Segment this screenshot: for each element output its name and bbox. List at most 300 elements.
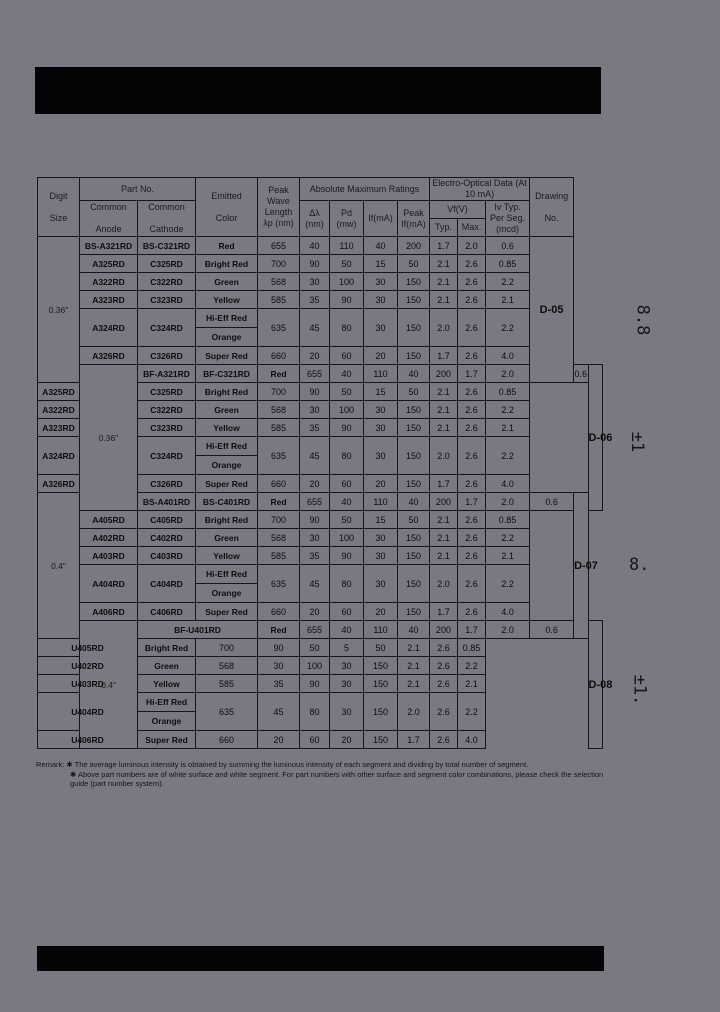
abs-max-header: Absolute Maximum Ratings bbox=[300, 178, 430, 201]
delta-lambda-header: Δλ (nm) bbox=[300, 201, 330, 237]
typ-cell: 2.1 bbox=[398, 675, 430, 693]
max-cell: 2.6 bbox=[458, 419, 486, 437]
max-cell: 2.6 bbox=[458, 511, 486, 529]
peak-if-header: Peak If(mA) bbox=[398, 201, 430, 237]
pd-cell: 50 bbox=[300, 639, 330, 657]
pd-cell: 80 bbox=[330, 309, 364, 347]
anode-part-cell: A403RD bbox=[80, 547, 138, 565]
if-cell: 40 bbox=[364, 237, 398, 255]
if-cell: 40 bbox=[398, 621, 430, 639]
dl-cell: 45 bbox=[300, 565, 330, 603]
if-cell: 30 bbox=[364, 273, 398, 291]
cathode-part-cell: C402RD bbox=[138, 529, 196, 547]
max-cell: 2.0 bbox=[486, 365, 530, 383]
color-line: Orange bbox=[196, 455, 257, 474]
display-d05-icon: 8.8 bbox=[632, 304, 653, 336]
table-row bbox=[38, 639, 603, 657]
wave-cell: 568 bbox=[258, 529, 300, 547]
anode-part-cell: A405RD bbox=[80, 511, 138, 529]
anode-part-cell: A322RD bbox=[80, 273, 138, 291]
emitted-color-cell: Red bbox=[196, 237, 258, 255]
if-cell: 30 bbox=[364, 291, 398, 309]
iv-cell: 2.2 bbox=[458, 657, 486, 675]
common-anode-header: Common Anode bbox=[80, 201, 138, 237]
iv-cell: 2.2 bbox=[458, 693, 486, 731]
wave-cell: 700 bbox=[258, 383, 300, 401]
display-d06-icon: ±1 bbox=[627, 431, 648, 453]
anode-part-cell: A323RD bbox=[38, 419, 80, 437]
typ-cell: 2.0 bbox=[398, 693, 430, 731]
if-cell: 30 bbox=[364, 401, 398, 419]
pd-cell: 90 bbox=[330, 419, 364, 437]
digit-size-cell: 0.36" bbox=[38, 237, 80, 383]
drawing-no-cell: D-07 bbox=[574, 493, 588, 639]
peak-cell: 150 bbox=[398, 547, 430, 565]
anode-part-cell: BS-A321RD bbox=[80, 237, 138, 255]
pd-cell: 90 bbox=[300, 675, 330, 693]
anode-part-cell: A404RD bbox=[80, 565, 138, 603]
if-header: If(mA) bbox=[364, 201, 398, 237]
anode-part-cell: BF-A321RD bbox=[138, 365, 196, 383]
typ-cell: 1.7 bbox=[458, 621, 486, 639]
max-cell: 2.6 bbox=[458, 347, 486, 365]
emitted-color-cell: Super Red bbox=[196, 347, 258, 365]
iv-cell: 4.0 bbox=[486, 603, 530, 621]
dl-cell: 45 bbox=[258, 693, 300, 731]
table-row bbox=[38, 731, 603, 749]
peak-cell: 150 bbox=[398, 347, 430, 365]
if-cell: 20 bbox=[364, 347, 398, 365]
pd-cell: 80 bbox=[330, 437, 364, 475]
cathode-part-cell: BS-C401RD bbox=[196, 493, 258, 511]
typ-cell: 2.1 bbox=[430, 401, 458, 419]
iv-cell: 0.85 bbox=[486, 383, 530, 401]
drawing-no-cell: D-05 bbox=[530, 237, 574, 383]
if-cell: 20 bbox=[330, 731, 364, 749]
wave-cell: 660 bbox=[258, 347, 300, 365]
vf-header: Vf(V) bbox=[430, 201, 486, 219]
dl-cell: 90 bbox=[300, 255, 330, 273]
wave-cell: 635 bbox=[196, 693, 258, 731]
typ-cell: 2.0 bbox=[430, 437, 458, 475]
header-band bbox=[35, 67, 601, 114]
iv-cell: 2.2 bbox=[486, 273, 530, 291]
display-d07-icon: 8. bbox=[629, 555, 650, 575]
typ-cell: 1.7 bbox=[430, 475, 458, 493]
typ-cell: 2.1 bbox=[430, 529, 458, 547]
emitted-color-cell: Super Red bbox=[196, 603, 258, 621]
table-row bbox=[38, 365, 603, 383]
dl-cell: 30 bbox=[300, 529, 330, 547]
peak-cell: 50 bbox=[364, 639, 398, 657]
anode-part-cell: A326RD bbox=[80, 347, 138, 365]
typ-cell: 1.7 bbox=[430, 237, 458, 255]
emitted-color-cell bbox=[196, 437, 258, 475]
typ-cell: 2.1 bbox=[398, 639, 430, 657]
if-cell: 30 bbox=[364, 547, 398, 565]
cathode-part-cell: C405RD bbox=[138, 511, 196, 529]
iv-header: Iv Typ. Per Seg. (mcd) bbox=[486, 201, 530, 237]
peak-cell: 200 bbox=[398, 237, 430, 255]
typ-cell: 2.1 bbox=[430, 547, 458, 565]
dl-cell: 30 bbox=[300, 401, 330, 419]
emitted-color-cell: Yellow bbox=[138, 675, 196, 693]
wave-cell: 568 bbox=[258, 401, 300, 419]
typ-cell: 1.7 bbox=[458, 493, 486, 511]
part-no-header: Part No. bbox=[80, 178, 196, 201]
max-cell: 2.6 bbox=[458, 603, 486, 621]
peak-cell: 50 bbox=[398, 255, 430, 273]
dl-cell: 90 bbox=[300, 511, 330, 529]
table-row bbox=[38, 309, 603, 347]
cathode-part-cell: C322RD bbox=[138, 273, 196, 291]
emitted-color-cell bbox=[138, 693, 196, 731]
cathode-part-cell: BS-C321RD bbox=[138, 237, 196, 255]
peak-wave-header: Peak Wave Length λp (nm) bbox=[258, 178, 300, 237]
peak-cell: 150 bbox=[398, 529, 430, 547]
anode-part-cell: BS-A401RD bbox=[138, 493, 196, 511]
iv-cell: 2.2 bbox=[486, 437, 530, 475]
pd-cell: 60 bbox=[330, 603, 364, 621]
dl-cell: 35 bbox=[258, 675, 300, 693]
max-cell: 2.6 bbox=[430, 693, 458, 731]
cathode-part-cell: C323RD bbox=[138, 291, 196, 309]
iv-cell: 2.1 bbox=[486, 547, 530, 565]
dl-cell: 90 bbox=[300, 383, 330, 401]
table-row bbox=[38, 657, 603, 675]
iv-cell: 4.0 bbox=[458, 731, 486, 749]
peak-cell: 150 bbox=[398, 309, 430, 347]
table-row bbox=[38, 547, 603, 565]
wave-cell: 660 bbox=[196, 731, 258, 749]
table-row bbox=[38, 347, 603, 365]
if-cell: 5 bbox=[330, 639, 364, 657]
pd-cell: 110 bbox=[364, 621, 398, 639]
anode-part-cell: A406RD bbox=[80, 603, 138, 621]
if-cell: 30 bbox=[330, 675, 364, 693]
peak-cell: 150 bbox=[398, 565, 430, 603]
emitted-color-cell: Super Red bbox=[196, 475, 258, 493]
dl-cell: 20 bbox=[300, 347, 330, 365]
wave-cell: 700 bbox=[258, 511, 300, 529]
peak-cell: 150 bbox=[398, 419, 430, 437]
dl-cell: 40 bbox=[330, 621, 364, 639]
max-cell: 2.6 bbox=[458, 547, 486, 565]
footer-band bbox=[37, 946, 604, 971]
max-cell: 2.6 bbox=[458, 309, 486, 347]
digit-size-cell: 0.36" bbox=[80, 365, 138, 511]
iv-cell: 0.6 bbox=[574, 365, 588, 383]
anode-part-cell: A325RD bbox=[80, 255, 138, 273]
drawing-no-cell: D-08 bbox=[588, 621, 602, 749]
emitted-color-cell: Bright Red bbox=[196, 255, 258, 273]
max-cell: 2.6 bbox=[430, 657, 458, 675]
iv-cell: 4.0 bbox=[486, 347, 530, 365]
dl-cell: 40 bbox=[330, 493, 364, 511]
iv-cell: 4.0 bbox=[486, 475, 530, 493]
peak-cell: 150 bbox=[398, 291, 430, 309]
peak-cell: 200 bbox=[430, 493, 458, 511]
if-cell: 30 bbox=[364, 309, 398, 347]
max-cell: 2.6 bbox=[458, 291, 486, 309]
max-cell: 2.6 bbox=[458, 565, 486, 603]
color-line: Orange bbox=[196, 583, 257, 602]
pd-cell: 90 bbox=[330, 291, 364, 309]
wave-cell: 655 bbox=[258, 237, 300, 255]
digit-size-cell: 0.4" bbox=[38, 493, 80, 639]
anode-part-cell: A402RD bbox=[80, 529, 138, 547]
emitted-color-cell: Yellow bbox=[196, 419, 258, 437]
max-cell: 2.6 bbox=[458, 437, 486, 475]
color-line: Hi-Eff Red bbox=[205, 569, 248, 579]
max-cell: 2.6 bbox=[458, 529, 486, 547]
iv-cell: 2.2 bbox=[486, 565, 530, 603]
max-cell: 2.6 bbox=[430, 675, 458, 693]
table-row bbox=[38, 273, 603, 291]
emitted-color-header: Emitted Color bbox=[196, 178, 258, 237]
typ-cell: 1.7 bbox=[398, 731, 430, 749]
if-cell: 20 bbox=[364, 603, 398, 621]
dl-cell: 40 bbox=[330, 365, 364, 383]
dl-cell: 20 bbox=[258, 731, 300, 749]
spec-table bbox=[37, 177, 613, 749]
emitted-color-cell: Green bbox=[196, 401, 258, 419]
typ-cell: 1.7 bbox=[430, 347, 458, 365]
pd-cell: 80 bbox=[330, 565, 364, 603]
table-row bbox=[38, 291, 603, 309]
iv-cell: 0.6 bbox=[486, 237, 530, 255]
if-cell: 15 bbox=[364, 383, 398, 401]
peak-cell: 150 bbox=[398, 273, 430, 291]
cathode-part-cell: C326RD bbox=[138, 347, 196, 365]
table-row bbox=[38, 565, 603, 603]
peak-cell: 150 bbox=[364, 675, 398, 693]
remark-1: Remark: ✱ The average luminous intensity is obtained by summing the luminous intensity of each segment and dividing by total number of segment. bbox=[36, 760, 529, 769]
max-cell: 2.6 bbox=[458, 273, 486, 291]
iv-cell: 2.2 bbox=[486, 529, 530, 547]
color-line: Orange bbox=[138, 711, 195, 730]
max-cell: 2.6 bbox=[458, 255, 486, 273]
if-cell: 40 bbox=[398, 365, 430, 383]
pd-cell: 60 bbox=[330, 475, 364, 493]
part-number-cell: BF-U401RD bbox=[138, 621, 258, 639]
typ-cell: 1.7 bbox=[458, 365, 486, 383]
cathode-part-cell: C325RD bbox=[138, 383, 196, 401]
digit-size-cell: 0.4" bbox=[80, 621, 138, 749]
if-cell: 30 bbox=[330, 693, 364, 731]
max-cell: 2.6 bbox=[458, 383, 486, 401]
emitted-color-cell bbox=[196, 565, 258, 603]
remark-2: ✱ Above part numbers are of white surface and white segment. For part numbers with other surface and segment color combinations, please check the selection guide (part number system). bbox=[70, 769, 604, 788]
pd-cell: 60 bbox=[300, 731, 330, 749]
typ-cell: 2.1 bbox=[430, 255, 458, 273]
remarks bbox=[36, 760, 616, 789]
typ-cell: 1.7 bbox=[430, 603, 458, 621]
peak-cell: 150 bbox=[398, 603, 430, 621]
dl-cell: 30 bbox=[300, 273, 330, 291]
pd-cell: 100 bbox=[330, 401, 364, 419]
if-cell: 30 bbox=[330, 657, 364, 675]
cathode-part-cell: C406RD bbox=[138, 603, 196, 621]
table-row bbox=[38, 621, 603, 639]
anode-part-cell: A322RD bbox=[38, 401, 80, 419]
emitted-color-cell: Red bbox=[258, 365, 300, 383]
anode-part-cell: A324RD bbox=[38, 437, 80, 475]
peak-cell: 150 bbox=[398, 437, 430, 475]
wave-cell: 655 bbox=[300, 493, 330, 511]
cathode-part-cell: C323RD bbox=[138, 419, 196, 437]
peak-cell: 200 bbox=[430, 365, 458, 383]
emitted-color-cell: Yellow bbox=[196, 547, 258, 565]
cathode-part-cell: C326RD bbox=[138, 475, 196, 493]
wave-cell: 635 bbox=[258, 565, 300, 603]
part-number-cell: U406RD bbox=[38, 731, 138, 749]
peak-cell: 150 bbox=[364, 693, 398, 731]
table-row bbox=[38, 237, 603, 255]
part-number-cell: U402RD bbox=[38, 657, 138, 675]
common-cathode-header: Common Cathode bbox=[138, 201, 196, 237]
iv-cell: 2.2 bbox=[486, 401, 530, 419]
cathode-part-cell: C325RD bbox=[138, 255, 196, 273]
cathode-part-cell: C324RD bbox=[138, 309, 196, 347]
iv-cell: 0.85 bbox=[486, 511, 530, 529]
max-cell: 2.0 bbox=[486, 621, 530, 639]
digit-size-header: Digit Size bbox=[38, 178, 80, 237]
pd-header: Pd (mw) bbox=[330, 201, 364, 237]
pd-cell: 60 bbox=[330, 347, 364, 365]
cathode-part-cell: C404RD bbox=[138, 565, 196, 603]
wave-cell: 585 bbox=[196, 675, 258, 693]
emitted-color-cell: Green bbox=[196, 273, 258, 291]
dl-cell: 40 bbox=[300, 237, 330, 255]
typ-cell: 2.1 bbox=[430, 511, 458, 529]
if-cell: 15 bbox=[364, 511, 398, 529]
dl-cell: 20 bbox=[300, 603, 330, 621]
cathode-part-cell: C322RD bbox=[138, 401, 196, 419]
peak-cell: 150 bbox=[398, 401, 430, 419]
pd-cell: 100 bbox=[330, 529, 364, 547]
emitted-color-cell: Green bbox=[196, 529, 258, 547]
wave-cell: 585 bbox=[258, 291, 300, 309]
anode-part-cell: A325RD bbox=[38, 383, 80, 401]
if-cell: 30 bbox=[364, 419, 398, 437]
if-cell: 20 bbox=[364, 475, 398, 493]
dl-cell: 20 bbox=[300, 475, 330, 493]
max-cell: 2.0 bbox=[486, 493, 530, 511]
emitted-color-cell: Yellow bbox=[196, 291, 258, 309]
dl-cell: 30 bbox=[258, 657, 300, 675]
vf-max-header: Max. bbox=[458, 219, 486, 237]
pd-cell: 90 bbox=[330, 547, 364, 565]
anode-part-cell: A323RD bbox=[80, 291, 138, 309]
peak-cell: 50 bbox=[398, 511, 430, 529]
part-number-cell: U403RD bbox=[38, 675, 138, 693]
iv-cell: 0.6 bbox=[530, 621, 574, 639]
color-line: Hi-Eff Red bbox=[205, 441, 248, 451]
emitted-color-cell: Super Red bbox=[138, 731, 196, 749]
wave-cell: 655 bbox=[300, 365, 330, 383]
pd-cell: 110 bbox=[364, 493, 398, 511]
typ-cell: 2.1 bbox=[430, 419, 458, 437]
electro-optical-header: Electro-Optical Data (At 10 mA) bbox=[430, 178, 530, 201]
emitted-color-cell: Green bbox=[138, 657, 196, 675]
max-cell: 2.6 bbox=[458, 475, 486, 493]
pd-cell: 110 bbox=[330, 237, 364, 255]
if-cell: 40 bbox=[398, 493, 430, 511]
pd-cell: 80 bbox=[300, 693, 330, 731]
dl-cell: 45 bbox=[300, 309, 330, 347]
table-row bbox=[38, 511, 603, 529]
iv-cell: 0.85 bbox=[458, 639, 486, 657]
table-row bbox=[38, 603, 603, 621]
max-cell: 2.0 bbox=[458, 237, 486, 255]
pd-cell: 50 bbox=[330, 255, 364, 273]
typ-cell: 2.0 bbox=[430, 565, 458, 603]
typ-cell: 2.0 bbox=[430, 309, 458, 347]
if-cell: 30 bbox=[364, 565, 398, 603]
max-cell: 2.6 bbox=[458, 401, 486, 419]
pd-cell: 100 bbox=[300, 657, 330, 675]
color-line: Orange bbox=[196, 327, 257, 346]
pd-cell: 50 bbox=[330, 383, 364, 401]
wave-cell: 568 bbox=[196, 657, 258, 675]
anode-part-cell: A324RD bbox=[80, 309, 138, 347]
cathode-part-cell: BF-C321RD bbox=[196, 365, 258, 383]
wave-cell: 660 bbox=[258, 603, 300, 621]
if-cell: 30 bbox=[364, 529, 398, 547]
cathode-part-cell: C403RD bbox=[138, 547, 196, 565]
part-number-cell: U404RD bbox=[38, 693, 138, 731]
wave-cell: 635 bbox=[258, 309, 300, 347]
cathode-part-cell: C324RD bbox=[138, 437, 196, 475]
color-line: Hi-Eff Red bbox=[145, 697, 188, 707]
peak-cell: 200 bbox=[430, 621, 458, 639]
typ-cell: 2.1 bbox=[430, 383, 458, 401]
anode-part-cell: A326RD bbox=[38, 475, 80, 493]
pd-cell: 50 bbox=[330, 511, 364, 529]
max-cell: 2.6 bbox=[430, 731, 458, 749]
table-row bbox=[38, 255, 603, 273]
dl-cell: 35 bbox=[300, 419, 330, 437]
if-cell: 15 bbox=[364, 255, 398, 273]
peak-cell: 150 bbox=[364, 731, 398, 749]
typ-cell: 2.1 bbox=[398, 657, 430, 675]
max-cell: 2.6 bbox=[430, 639, 458, 657]
typ-cell: 2.1 bbox=[430, 291, 458, 309]
emitted-color-cell: Red bbox=[258, 621, 300, 639]
table-row bbox=[38, 675, 603, 693]
pd-cell: 100 bbox=[330, 273, 364, 291]
iv-cell: 2.2 bbox=[486, 309, 530, 347]
pd-cell: 110 bbox=[364, 365, 398, 383]
emitted-color-cell: Red bbox=[258, 493, 300, 511]
iv-cell: 2.1 bbox=[458, 675, 486, 693]
wave-cell: 655 bbox=[300, 621, 330, 639]
wave-cell: 568 bbox=[258, 273, 300, 291]
dl-cell: 45 bbox=[300, 437, 330, 475]
emitted-color-cell bbox=[196, 309, 258, 347]
wave-cell: 635 bbox=[258, 437, 300, 475]
wave-cell: 700 bbox=[258, 255, 300, 273]
dl-cell: 35 bbox=[300, 291, 330, 309]
iv-cell: 0.6 bbox=[530, 493, 574, 511]
color-line: Hi-Eff Red bbox=[205, 313, 248, 323]
emitted-color-cell: Bright Red bbox=[196, 383, 258, 401]
typ-cell: 2.1 bbox=[430, 273, 458, 291]
drawing-no-cell: D-06 bbox=[588, 365, 602, 511]
wave-cell: 700 bbox=[196, 639, 258, 657]
peak-cell: 150 bbox=[398, 475, 430, 493]
